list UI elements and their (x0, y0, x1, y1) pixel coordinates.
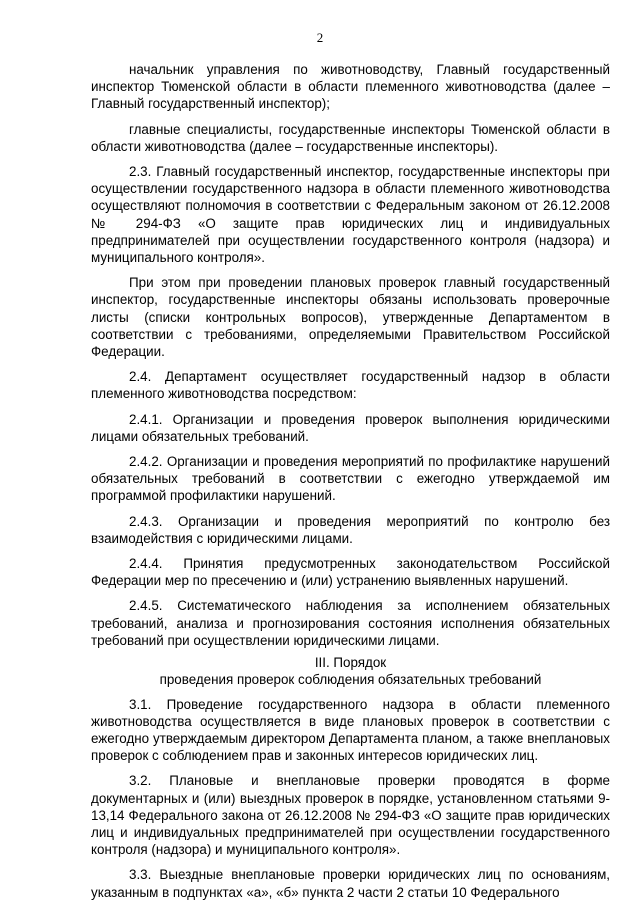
paragraph-2-4-3: 2.4.3. Организации и проведения мероприятий по контролю без взаимодействия с юридическими лицами. (91, 513, 610, 546)
section-heading-title: проведения проверок соблюдения обязательных требований (159, 672, 542, 688)
paragraph-head-of-department: начальник управления по животноводству, Главный государственный инспектор Тюменской области в области племенного животноводства (далее – Главный государственный инспектор); (91, 62, 610, 112)
paragraph-2-3: 2.3. Главный государственный инспектор, государственные инспекторы при осуществлении государственного надзора в области племенного животноводства осуществляют полномочия в соответствии с Федеральным законом от 26.12.2008 № 294-ФЗ «О защите прав юридических лиц и индивидуальных предпринимателей при осуществлении государственного контроля (надзора) и муниципального контроля». (91, 164, 610, 266)
paragraph-inspection-checklists: При этом при проведении плановых проверок главный государственный инспектор, государственные инспекторы обязаны использовать проверочные листы (списки контрольных вопросов), утвержденные Департаментом в соответствии с требованиями, определяемыми Правительством Российской Федерации. (91, 275, 610, 360)
paragraph-2-4: 2.4. Департамент осуществляет государственный надзор в области племенного животноводства посредством: (91, 369, 610, 402)
paragraph-chief-specialists: главные специалисты, государственные инспекторы Тюменской области в области животноводства (далее – государственные инспекторы). (91, 121, 610, 154)
paragraph-2-4-1: 2.4.1. Организации и проведения проверок выполнения юридическими лицами обязательных требований. (91, 411, 610, 444)
page-number: 2 (316, 30, 324, 45)
paragraph-3-3: 3.3. Выездные внеплановые проверки юридических лиц по основаниям, указанным в подпунктах «а», «б» пункта 2 части 2 статьи 10 Федерального (91, 867, 610, 900)
paragraph-3-2: 3.2. Плановые и внеплановые проверки проводятся в форме документарных и (или) выездных проверок в порядке, установленном статьями 9-13,14 Федерального закона от 26.12.2008 № 294-ФЗ «О защите прав юридических лиц и индивидуальных предпринимателей при осуществлении государственного контроля (надзора) и муниципального контроля». (91, 773, 610, 858)
paragraph-3-1: 3.1. Проведение государственного надзора в области племенного животноводства осуществляется в виде плановых проверок в соответствии с ежегодно утверждаемым директором Департамента планом, а также внеплановых проверок с соблюдением прав и законных интересов юридических лиц. (91, 696, 610, 764)
paragraph-2-4-4: 2.4.4. Принятия предусмотренных законодательством Российской Федерации мер по пресечению и (или) устранению выявленных нарушений. (91, 556, 610, 589)
document-body (91, 61, 610, 909)
paragraph-2-4-5: 2.4.5. Систематического наблюдения за исполнением обязательных требований, анализа и прогнозирования состояния исполнения обязательных требований при осуществлении юридическими лицами. (91, 598, 610, 648)
section-heading-number: III. Порядок (314, 655, 387, 671)
paragraph-2-4-2: 2.4.2. Организации и проведения мероприятий по профилактике нарушений обязательных требований в соответствии с ежегодно утверждаемой им программой профилактики нарушений. (91, 454, 610, 504)
